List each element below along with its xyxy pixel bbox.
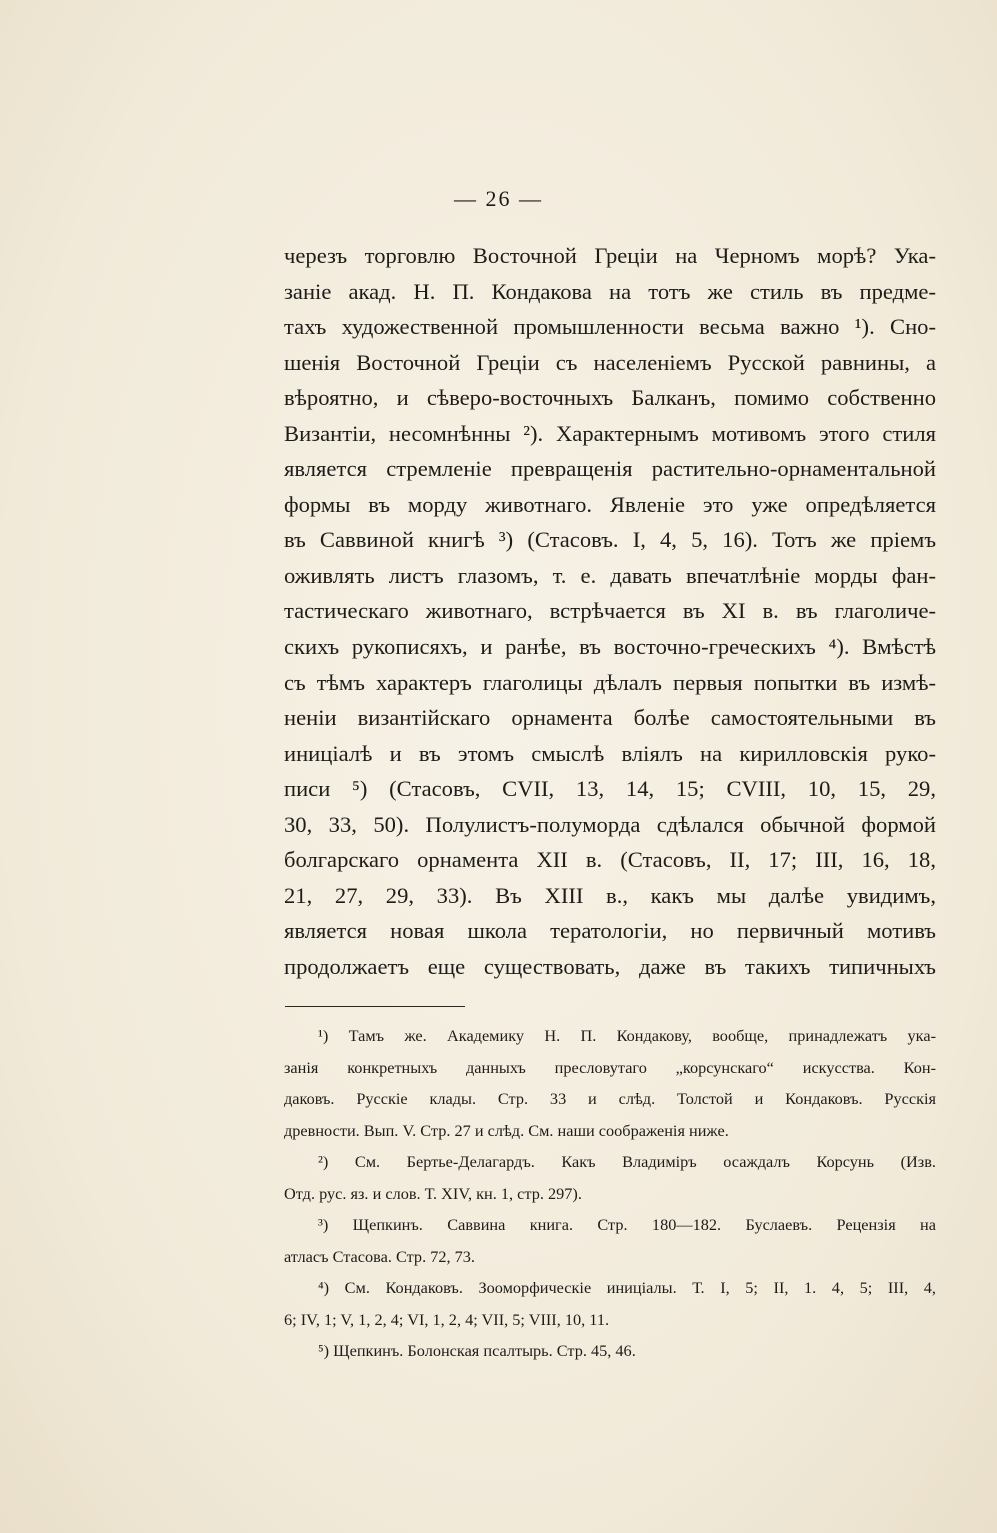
footnote-line: ³) Щепкинъ. Саввина книга. Стр. 180—182. Буслаевъ. Рецензія на [318,1215,936,1234]
main-text [284,238,936,984]
footnotes [284,1020,936,1367]
text-line: оживлять листъ глазомъ, т. е. давать впечатлѣніе морды фан- [284,562,936,588]
footnote-line: древности. Вып. V. Стр. 27 и слѣд. См. наши соображенія ниже. [284,1120,729,1140]
text-line: Византіи, несомнѣнны ²). Характернымъ мотивомъ этого стиля [284,420,936,446]
footnote-1 [284,1020,936,1146]
footnote-line: атласъ Стасова. Стр. 72, 73. [284,1246,475,1266]
text-line: скихъ рукописяхъ, и ранѣе, въ восточно-греческихъ ⁴). Вмѣстѣ [284,634,936,660]
text-line: продолжаетъ еще существовать, даже въ такихъ типичныхъ [284,953,936,979]
text-line: заніе акад. Н. П. Кондакова на тотъ же стиль въ предме- [284,278,936,304]
footnote-5 [284,1335,936,1367]
footnote-4 [284,1272,936,1335]
text-line: тастическаго животнаго, встрѣчается въ XI в. въ глаголиче- [284,598,936,624]
footnote-line: ⁴) См. Кондаковъ. Зооморфическіе иниціалы. Т. I, 5; II, 1. 4, 5; III, 4, [318,1278,936,1297]
footnote-line: ²) См. Бертье-Делагардъ. Какъ Владиміръ осаждалъ Корсунь (Изв. [318,1152,936,1171]
page-number: — 26 — [454,186,543,211]
text-line: тахъ художественной промышленности весьма важно ¹). Сно- [284,314,936,340]
text-line: иниціалѣ и въ этомъ смыслѣ вліялъ на кирилловскія руко- [284,740,936,766]
footnote-separator [285,1006,465,1007]
text-line: вѣроятно, и сѣверо-восточныхъ Балканъ, помимо собственно [284,385,936,411]
text-line: 30, 33, 50). Полулистъ-полуморда сдѣлался обычной формой [284,811,936,837]
text-line: черезъ торговлю Восточной Греціи на Черномъ морѣ? Ука- [284,243,936,268]
text-line: неніи византійскаго орнамента болѣе самостоятельными въ [284,705,936,731]
text-line: является стремленіе превращенія растительно-орнаментальной [284,456,936,482]
footnote-3 [284,1209,936,1272]
text-line: шенія Восточной Греціи съ населеніемъ Русской равнины, а [284,349,936,375]
footnote-line: ¹) Тамъ же. Академику Н. П. Кондакову, вообще, принадлежатъ ука- [318,1026,936,1045]
text-line: въ Саввиной книгѣ ³) (Стасовъ. I, 4, 5, 16). Тотъ же пріемъ [284,527,936,553]
text-line: формы въ морду животнаго. Явленіе это уже опредѣляется [284,491,936,517]
text-line: писи ⁵) (Стасовъ, CVII, 13, 14, 15; CVIII, 10, 15, 29, [284,776,936,802]
footnote-line: Отд. рус. яз. и слов. Т. XIV, кн. 1, стр. 297). [284,1183,582,1203]
footnote-2 [284,1146,936,1209]
footnote-line: даковъ. Русскіе клады. Стр. 33 и слѣд. Толстой и Кондаковъ. Русскія [284,1089,936,1108]
text-line: болгарскаго орнамента XII в. (Стасовъ, II, 17; III, 16, 18, [284,847,936,873]
text-line: 21, 27, 29, 33). Въ XIII в., какъ мы далѣе увидимъ, [284,882,936,908]
footnote-line: 6; IV, 1; V, 1, 2, 4; VI, 1, 2, 4; VII, 5; VIII, 10, 11. [284,1309,610,1329]
text-line: является новая школа тератологіи, но первичный мотивъ [284,918,936,944]
text-line: съ тѣмъ характеръ глаголицы дѣлалъ первыя попытки въ измѣ- [284,669,936,695]
footnote-line: занія конкретныхъ данныхъ пресловутаго „корсунскаго“ искусства. Кон- [284,1057,936,1077]
footnote-line: ⁵) Щепкинъ. Болонская псалтырь. Стр. 45, 46. [318,1341,636,1360]
